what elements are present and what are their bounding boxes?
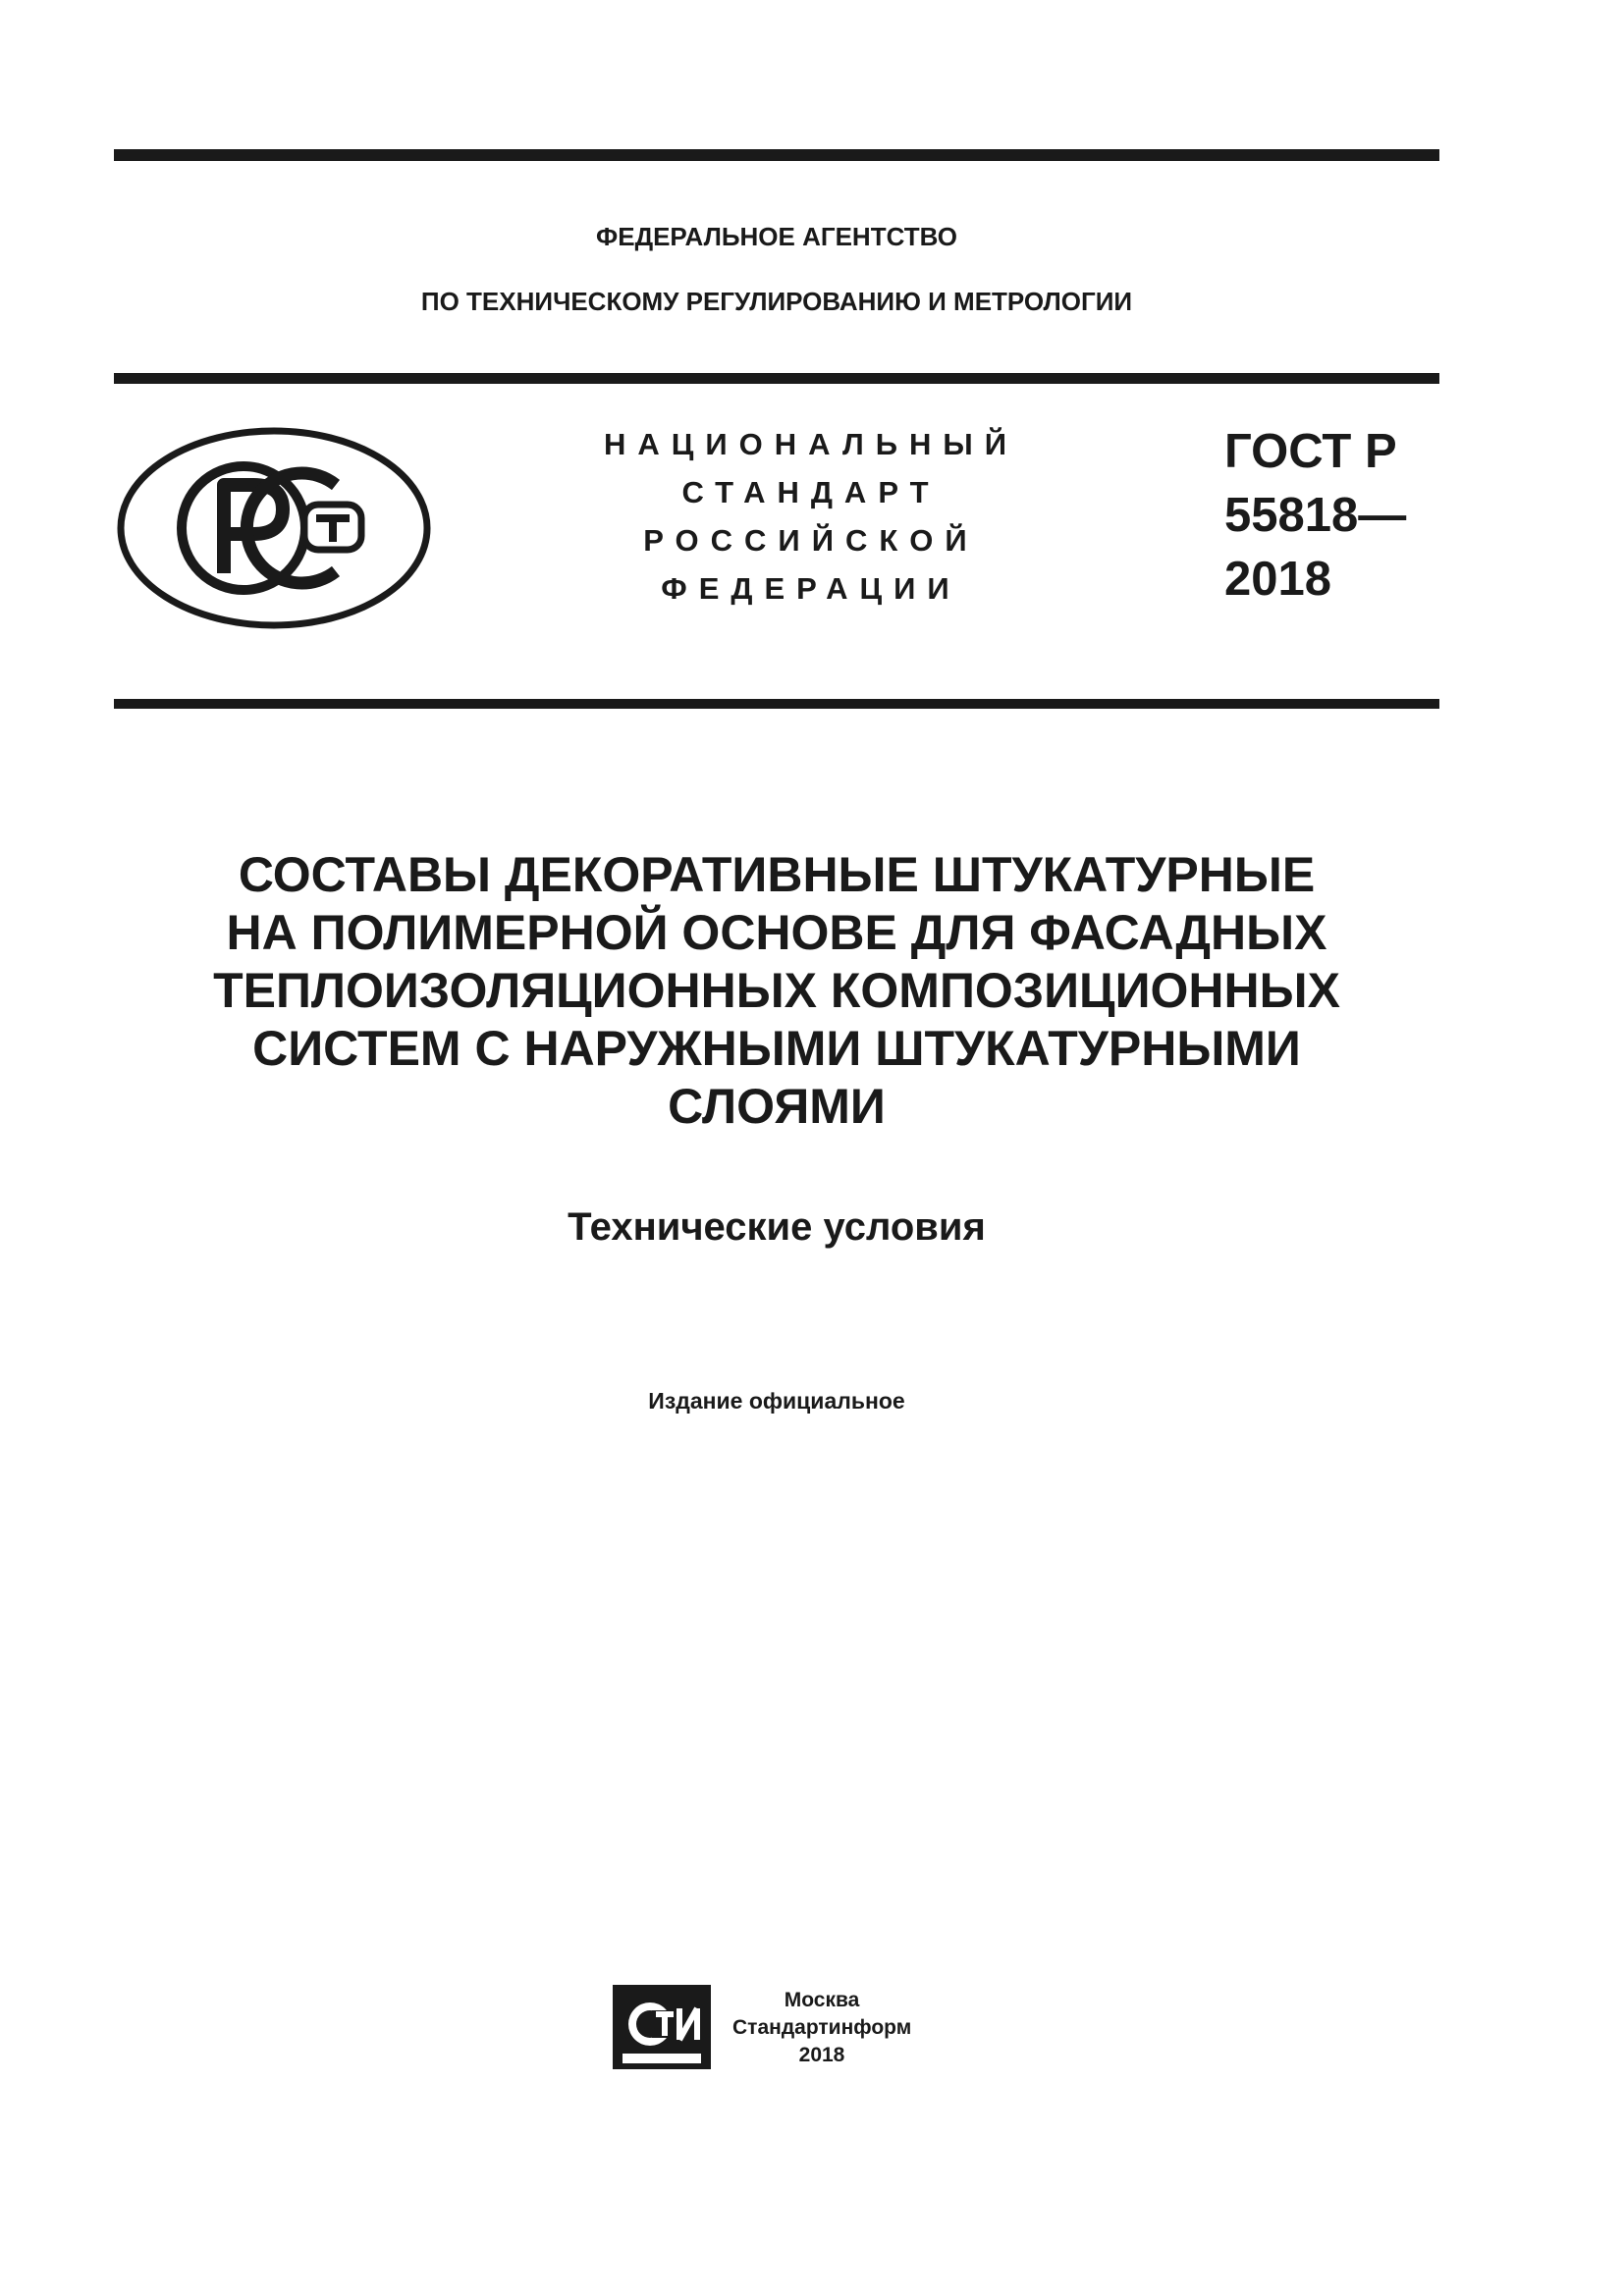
top-rule [114, 149, 1439, 161]
publisher-city: Москва [784, 1989, 860, 2011]
standartinform-logo-icon [613, 1985, 711, 2069]
bottom-rule [114, 699, 1439, 709]
national-standard-line: СТАНДАРТ [681, 475, 941, 509]
gost-designation-line: 55818— [1224, 489, 1407, 542]
national-standard-line: ФЕДЕРАЦИИ [661, 571, 961, 606]
document-title-line: ТЕПЛОИЗОЛЯЦИОННЫХ КОМПОЗИЦИОННЫХ [213, 963, 1340, 1018]
document-title-line: НА ПОЛИМЕРНОЙ ОСНОВЕ ДЛЯ ФАСАДНЫХ [226, 905, 1327, 960]
document-title [114, 846, 1439, 1136]
document-title-line: СОСТАВЫ ДЕКОРАТИВНЫЕ ШТУКАТУРНЫЕ [238, 847, 1316, 902]
document-subtitle: Технические условия [568, 1205, 986, 1249]
middle-rule [114, 373, 1439, 384]
national-standard-label [595, 420, 1027, 613]
document-title-line: СИСТЕМ С НАРУЖНЫМИ ШТУКАТУРНЫМИ [252, 1021, 1301, 1076]
publisher-year: 2018 [798, 2044, 845, 2066]
national-standard-line: РОССИЙСКОЙ [643, 523, 979, 558]
publisher-name: Стандартинформ [732, 2016, 912, 2039]
edition-note: Издание официальное [648, 1388, 905, 1414]
agency-name-line-1: ФЕДЕРАЛЬНОЕ АГЕНТСТВО [596, 222, 957, 251]
rst-certification-mark-icon [114, 424, 434, 632]
gost-designation [1224, 420, 1406, 612]
publisher-imprint [732, 1987, 911, 2069]
national-standard-line: НАЦИОНАЛЬНЫЙ [603, 427, 1019, 461]
gost-designation-line: ГОСТ Р [1224, 425, 1397, 478]
document-title-line: СЛОЯМИ [668, 1079, 886, 1134]
agency-name-line-2: ПО ТЕХНИЧЕСКОМУ РЕГУЛИРОВАНИЮ И МЕТРОЛОГИИ [420, 287, 1133, 316]
gost-designation-line: 2018 [1224, 553, 1332, 606]
